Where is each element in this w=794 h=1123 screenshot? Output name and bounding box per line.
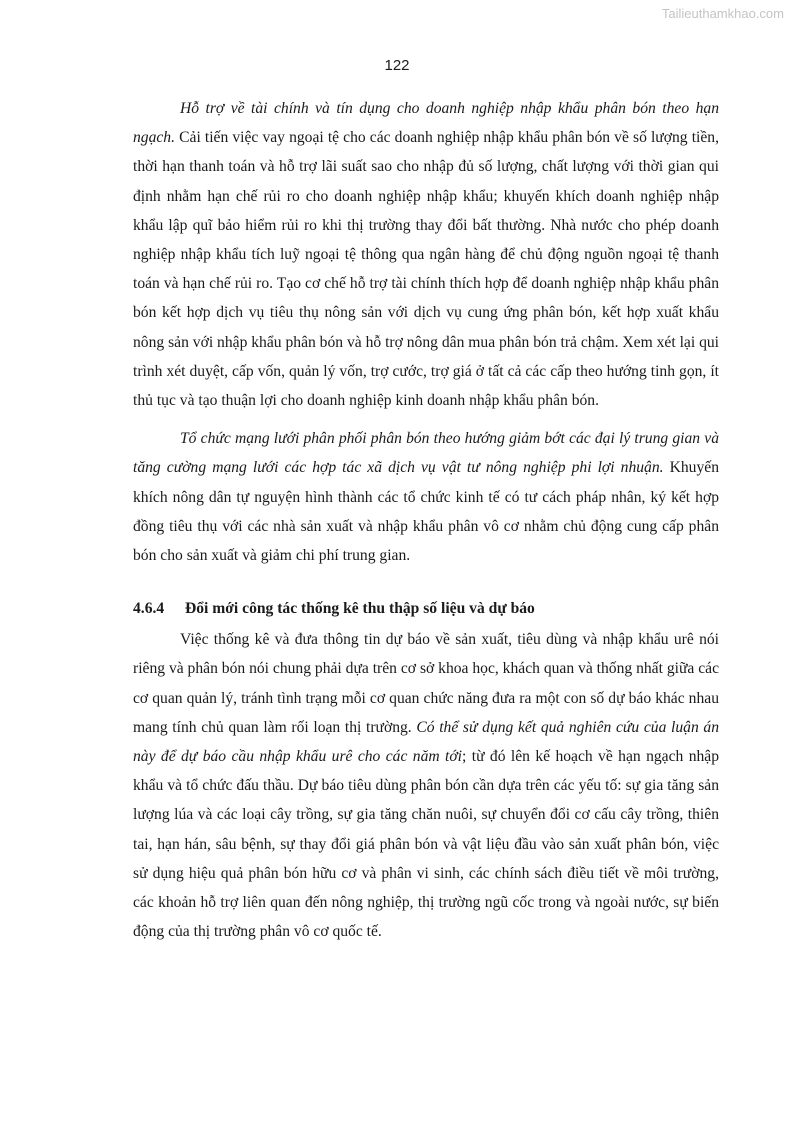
section-number: 4.6.4 bbox=[133, 600, 165, 618]
paragraph-text: Việc thống kê và đưa thông tin dự báo về sản xuất, tiêu dùng và nhập khẩu urê nói riêng và phân bón nói chung phải dựa trên cơ sở khoa học, khách quan và thống nhất giữa các cơ quan quản lý, tránh tình trạng mỗi cơ quan chức năng đưa ra một con số dự báo khác nhau mang tính chủ quan làm rối loạn thị trường. bbox=[133, 631, 719, 736]
paragraph-text: Cải tiến việc vay ngoại tệ cho các doanh nghiệp nhập khẩu phân bón về số lượng tiền, thời hạn thanh toán và hỗ trợ lãi suất sao cho nhập đủ số lượng, chất lượng với thời gian qui định nhằm hạn chế rủi ro cho doanh nghiệp nhập khẩu; khuyến khích doanh nghiệp nhập khẩu lập quĩ bảo hiểm rủi ro khi thị trường thay đổi bất thường. Nhà nước cho phép doanh nghiệp nhập khẩu tích luỹ ngoại tệ thông qua ngân hàng để chủ động nguồn ngoại tệ thanh toán và hạn chế rủi ro. Tạo cơ chế hỗ trợ tài chính thích hợp để doanh nghiệp nhập khẩu phân bón kết hợp dịch vụ tiêu thụ nông sản với dịch vụ cung ứng phân bón, kết hợp xuất khẩu nông sản với nhập khẩu phân bón và hỗ trợ nông dân mua phân bón trả chậm. Xem xét lại qui trình xét duyệt, cấp vốn, quản lý vốn, trợ cước, trợ giá ở tất cả các cấp theo hướng tinh gọn, ít thủ tục và tạo thuận lợi cho doanh nghiệp kinh doanh nhập khẩu phân bón. bbox=[133, 129, 719, 410]
paragraph-financial-support bbox=[133, 94, 719, 415]
paragraph-italic-phrase: Có thể sử dụng kết quả nghiên cứu của luận án này để dự báo cầu nhập khẩu urê cho các năm tới bbox=[133, 718, 720, 766]
document-body bbox=[133, 94, 719, 946]
paragraph-text: Khuyến khích nông dân tự nguyện hình thành các tổ chức kinh tế có tư cách pháp nhân, ký kết hợp đồng tiêu thụ với các nhà sản xuất và nhập khẩu phân vô cơ nhằm chủ động cung cấp phân bón cho sản xuất và giảm chi phí trung gian. bbox=[133, 459, 719, 565]
section-heading bbox=[133, 594, 719, 623]
paragraph-distribution-network bbox=[133, 424, 719, 570]
paragraph-statistics-forecast bbox=[133, 625, 719, 946]
page-number: 122 bbox=[384, 57, 410, 74]
paragraph-lead-italic: Tổ chức mạng lưới phân phối phân bón theo hướng giảm bớt các đại lý trung gian và tăng cường mạng lưới các hợp tác xã dịch vụ vật tư nông nghiệp phi lợi nhuận. bbox=[133, 430, 719, 477]
paragraph-text: ; từ đó lên kế hoạch về hạn ngạch nhập khẩu và tổ chức đấu thầu. Dự báo tiêu dùng phân bón cần dựa trên các yếu tố: sự gia tăng sản lượng lúa và các loại cây trồng, sự gia tăng chăn nuôi, sự chuyển đổi cơ cấu cây trồng, thiên tai, hạn hán, sâu bệnh, sự thay đổi giá phân bón và vật liệu đầu vào sản xuất phân bón, việc sử dụng hiệu quả phân bón hữu cơ và phân vi sinh, các chính sách điều tiết về môi trường, các khoản hỗ trợ liên quan đến nông nghiệp, thị trường ngũ cốc trong và ngoài nước, sự biến động của thị trường phân vô cơ quốc tế. bbox=[133, 748, 720, 941]
paragraph-lead-italic: Hỗ trợ về tài chính và tín dụng cho doanh nghiệp nhập khẩu phân bón theo hạn ngạch. bbox=[133, 100, 719, 147]
section-title: Đổi mới công tác thống kê thu thập số liệu và dự báo bbox=[185, 600, 535, 618]
watermark: Tailieuthamkhao.com bbox=[661, 6, 784, 21]
